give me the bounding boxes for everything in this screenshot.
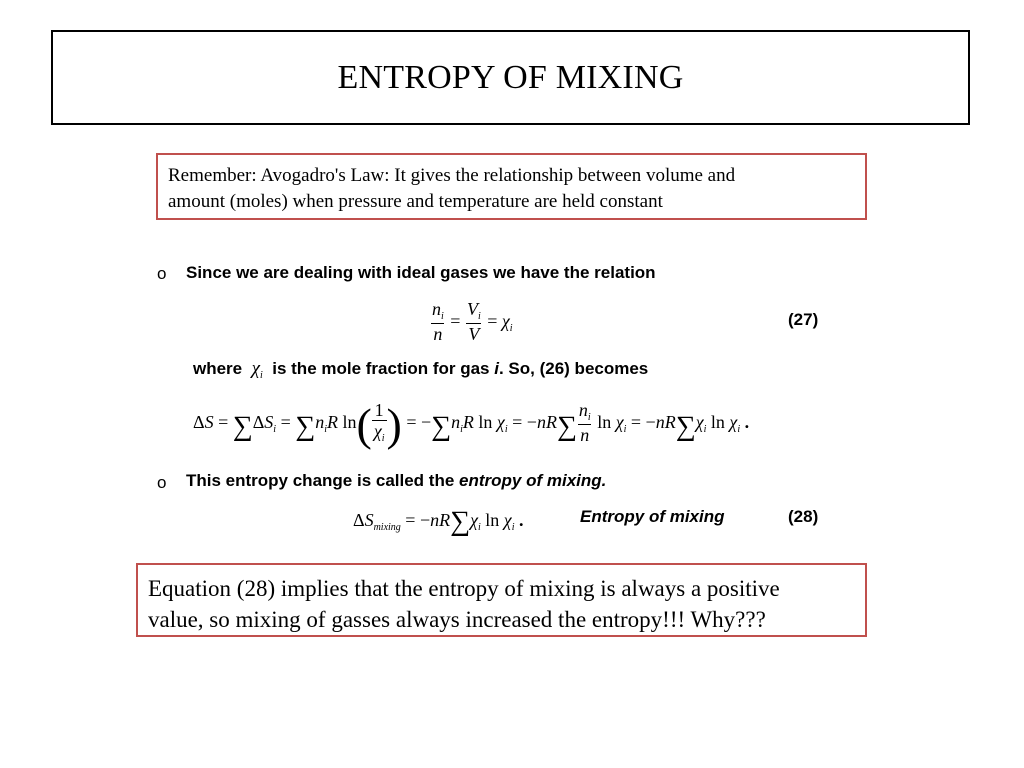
fraction-ni-over-n-2: $\frac{n_i}{n}$ — [578, 400, 591, 445]
where-mid: is the mole fraction for gas — [272, 359, 490, 378]
item2-emphasis: entropy of mixing. — [459, 471, 607, 490]
equation-28: $\Delta S_{mixing} = -nR\sum\chi_i$ $\ln \chi_i$ . — [353, 506, 524, 537]
conclusion-line-1: Equation (28) implies that the entropy of mixing is always a positive — [148, 576, 780, 601]
where-suffix: . So, (26) becomes — [498, 359, 649, 378]
note-line-2: amount (moles) when pressure and temperature are held constant — [168, 191, 663, 212]
entropy-sum-equation: $\Delta S = \sum\Delta S_i = \sum n_iR$ ln( $\frac{1}{\chi_i}$ ) = $-\sum n_iR$ $\ln \chi_i = -nR\sum$ $\frac{n_i}{n}$ $\ln \chi_i = -nR\sum\chi_i$ $\ln \chi_i$ . — [193, 399, 750, 450]
fraction-ni-over-n: $\frac{n_i}{n}$ — [432, 299, 444, 344]
equation-28-label: Entropy of mixing — [580, 507, 725, 526]
bullet-text-entropy-change — [186, 471, 606, 491]
where-gas: i — [494, 359, 499, 378]
bullet-marker-1: o — [157, 264, 167, 283]
slide-title: ENTROPY OF MIXING — [337, 58, 684, 96]
note-line-1: Remember: Avogadro's Law: It gives the relationship between volume and — [168, 165, 736, 186]
where-prefix: where — [193, 359, 243, 378]
conclusion-line-2: value, so mixing of gasses always increased the entropy!!! Why??? — [148, 607, 766, 632]
equation-28-number: (28) — [788, 507, 819, 526]
equation-27: $\frac{n_i}{n}$ = $\frac{V_i}{V}$ = $\chi_i$ — [432, 299, 513, 344]
item2-prefix: This entropy change is called the — [186, 471, 455, 490]
fraction-one-over-chi: $\frac{1}{\chi_i}$ — [373, 400, 385, 444]
equation-27-number: (27) — [788, 310, 819, 329]
bullet-text-ideal-gases: Since we are dealing with ideal gases we have the relation — [186, 263, 656, 282]
conclusion-box — [136, 563, 867, 637]
where-line: where $\chi_i$ is the mole fraction for gas i. So, (26) becomes — [193, 358, 649, 381]
fraction-vi-over-v: $\frac{V_i}{V}$ — [466, 299, 481, 344]
bullet-marker-2: o — [157, 473, 167, 492]
